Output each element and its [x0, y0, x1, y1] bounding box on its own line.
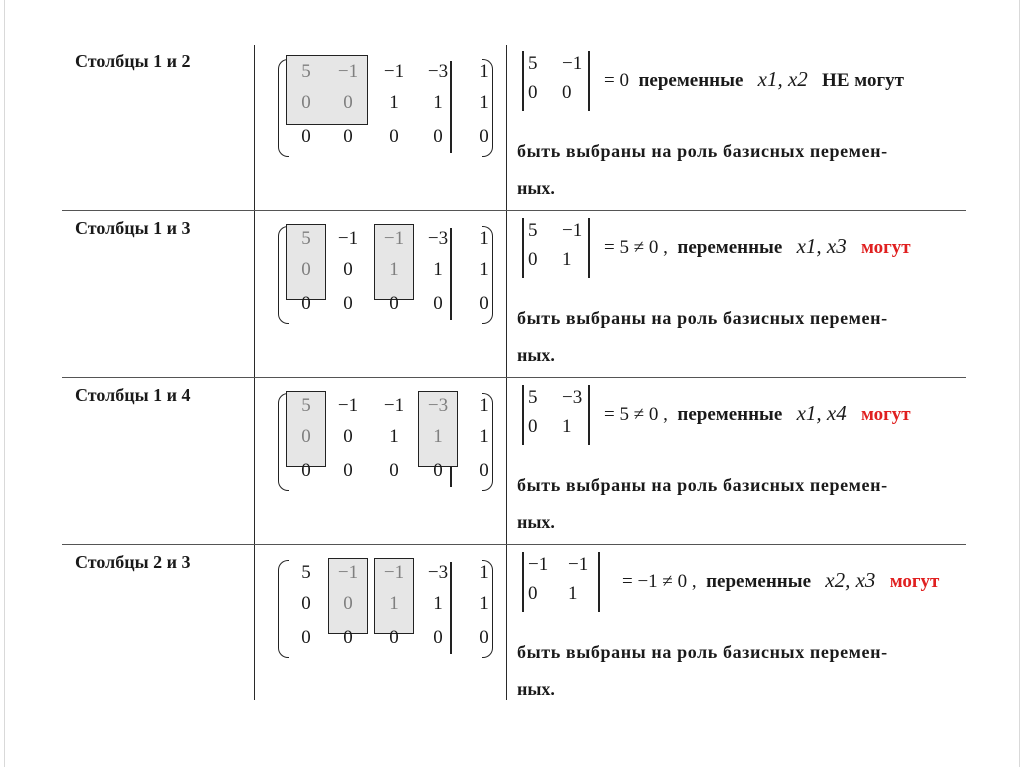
matrix-cell: 0 — [343, 593, 353, 614]
matrix-cell: 0 — [301, 460, 311, 481]
determinant-equation — [622, 568, 939, 593]
table-row — [62, 45, 966, 211]
matrix-cell: 1 — [479, 593, 489, 614]
matrix-cell: −3 — [427, 562, 449, 583]
comparison-table — [62, 45, 966, 700]
description-line: ных. — [517, 178, 555, 198]
matrix-cell: −1 — [337, 395, 359, 416]
matrix-cell: 0 — [301, 593, 311, 614]
matrix-cell: 0 — [479, 627, 489, 648]
matrix-cell: 1 — [389, 593, 399, 614]
augmented-matrix — [278, 55, 490, 155]
matrix-cell: 0 — [343, 259, 353, 280]
matrix-cell: 0 — [343, 92, 353, 113]
table-row — [62, 546, 966, 712]
row-divider — [62, 210, 966, 211]
determinant — [522, 51, 602, 111]
matrix-cell: 0 — [389, 293, 399, 314]
row-label: Столбцы 1 и 4 — [75, 385, 191, 405]
matrix-cell: 1 — [389, 259, 399, 280]
det-cell: 1 — [568, 583, 578, 604]
det-cell: −1 — [528, 554, 549, 575]
matrix-cell: 5 — [301, 228, 311, 249]
matrix-cell: 0 — [433, 293, 443, 314]
matrix-cell: 0 — [479, 293, 489, 314]
variables-word: переменные — [677, 237, 783, 258]
description-line: быть выбраны на роль базисных перемен- — [517, 141, 888, 161]
row-label: Столбцы 2 и 3 — [75, 552, 191, 572]
det-bar-right — [588, 385, 590, 445]
matrix-cell: 0 — [343, 293, 353, 314]
det-cell: 1 — [562, 249, 572, 270]
augmented-matrix — [278, 556, 490, 656]
matrix-cell: −1 — [383, 562, 405, 583]
matrix-cell: 1 — [433, 426, 443, 447]
det-cell: −1 — [562, 220, 583, 241]
det-cell: 1 — [562, 416, 572, 437]
matrix-cell: −1 — [337, 562, 359, 583]
matrix-cell: 5 — [301, 562, 311, 583]
matrix-cell: 1 — [479, 426, 489, 447]
matrix-cell: 0 — [301, 259, 311, 280]
matrix-cell: 0 — [389, 126, 399, 147]
variables-names: x1, x4 — [796, 401, 847, 425]
det-bar-right — [598, 552, 600, 612]
variables-names: x1, x2 — [757, 67, 808, 91]
matrix-cell: 1 — [479, 562, 489, 583]
verdict-text: могут — [860, 237, 911, 258]
matrix-cell: 1 — [389, 92, 399, 113]
determinant-equation — [604, 401, 911, 426]
determinant — [522, 385, 602, 445]
matrix-cell: 0 — [433, 460, 443, 481]
matrix-cell: 1 — [433, 593, 443, 614]
row-label: Столбцы 1 и 3 — [75, 218, 191, 238]
matrix-cell: 1 — [479, 259, 489, 280]
row-divider — [62, 377, 966, 378]
augmented-matrix — [278, 222, 490, 322]
det-cell: 0 — [528, 249, 538, 270]
description-line: быть выбраны на роль базисных перемен- — [517, 642, 888, 662]
det-cell: −3 — [562, 387, 583, 408]
det-result: = 5 ≠ 0 , — [604, 237, 668, 258]
description-line: быть выбраны на роль базисных перемен- — [517, 308, 888, 328]
det-bar-left — [522, 218, 524, 278]
determinant-equation — [604, 234, 911, 259]
det-cell: 0 — [528, 82, 538, 103]
table-row — [62, 212, 966, 378]
matrix-cell: 1 — [479, 92, 489, 113]
matrix-cell: −1 — [383, 395, 405, 416]
det-bar-left — [522, 552, 524, 612]
matrix-cell: 1 — [479, 395, 489, 416]
det-cell: 5 — [528, 220, 538, 241]
det-result: = −1 ≠ 0 , — [622, 571, 697, 592]
det-result: = 0 — [604, 70, 629, 91]
matrix-cell: 0 — [301, 426, 311, 447]
variables-names: x2, x3 — [825, 568, 876, 592]
matrix-cell: 1 — [433, 259, 443, 280]
det-cell: 0 — [562, 82, 572, 103]
determinant — [522, 218, 602, 278]
det-cell: 0 — [528, 416, 538, 437]
matrix-cell: 0 — [479, 460, 489, 481]
matrix-cell: 0 — [343, 460, 353, 481]
det-bar-right — [588, 51, 590, 111]
matrix-cell: −3 — [427, 395, 449, 416]
determinant — [522, 552, 612, 612]
matrix-cell: 0 — [479, 126, 489, 147]
matrix-cell: −1 — [383, 228, 405, 249]
matrix-cell: 0 — [343, 426, 353, 447]
det-cell: 5 — [528, 53, 538, 74]
matrix-cell: 0 — [433, 627, 443, 648]
matrix-cell: 0 — [301, 126, 311, 147]
det-cell: −1 — [568, 554, 589, 575]
matrix-cell: 0 — [343, 126, 353, 147]
det-result: = 5 ≠ 0 , — [604, 404, 668, 425]
det-bar-right — [588, 218, 590, 278]
variables-word: переменные — [706, 571, 812, 592]
det-bar-left — [522, 51, 524, 111]
matrix-cell: 1 — [389, 426, 399, 447]
row-divider — [62, 544, 966, 545]
description-line: ных. — [517, 345, 555, 365]
variables-word: переменные — [638, 70, 744, 91]
matrix-cell: −3 — [427, 61, 449, 82]
matrix-cell: −3 — [427, 228, 449, 249]
variables-names: x1, x3 — [796, 234, 847, 258]
augmented-matrix — [278, 389, 490, 489]
det-cell: 5 — [528, 387, 538, 408]
det-cell: −1 — [562, 53, 583, 74]
matrix-cell: 0 — [389, 627, 399, 648]
matrix-cell: 0 — [343, 627, 353, 648]
variables-word: переменные — [677, 404, 783, 425]
matrix-cell: 5 — [301, 395, 311, 416]
page-frame-right — [1019, 0, 1020, 767]
matrix-cell: −1 — [383, 61, 405, 82]
table-row — [62, 379, 966, 545]
matrix-cell: 0 — [301, 92, 311, 113]
matrix-cell: 1 — [433, 92, 443, 113]
description-line: быть выбраны на роль базисных перемен- — [517, 475, 888, 495]
matrix-cell: −1 — [337, 61, 359, 82]
description-line: ных. — [517, 679, 555, 699]
det-cell: 0 — [528, 583, 538, 604]
matrix-cell: 0 — [301, 627, 311, 648]
matrix-cell: 0 — [301, 293, 311, 314]
determinant-equation — [604, 67, 904, 92]
verdict-text: могут — [860, 404, 911, 425]
matrix-cell: 1 — [479, 61, 489, 82]
det-bar-left — [522, 385, 524, 445]
verdict-text: могут — [889, 571, 940, 592]
matrix-cell: 0 — [389, 460, 399, 481]
matrix-cell: 0 — [433, 126, 443, 147]
matrix-cell: −1 — [337, 228, 359, 249]
matrix-cell: 1 — [479, 228, 489, 249]
matrix-cell: 5 — [301, 61, 311, 82]
row-label: Столбцы 1 и 2 — [75, 51, 191, 71]
verdict-text: НЕ могут — [822, 70, 904, 91]
description-line: ных. — [517, 512, 555, 532]
page-frame-left — [4, 0, 5, 767]
